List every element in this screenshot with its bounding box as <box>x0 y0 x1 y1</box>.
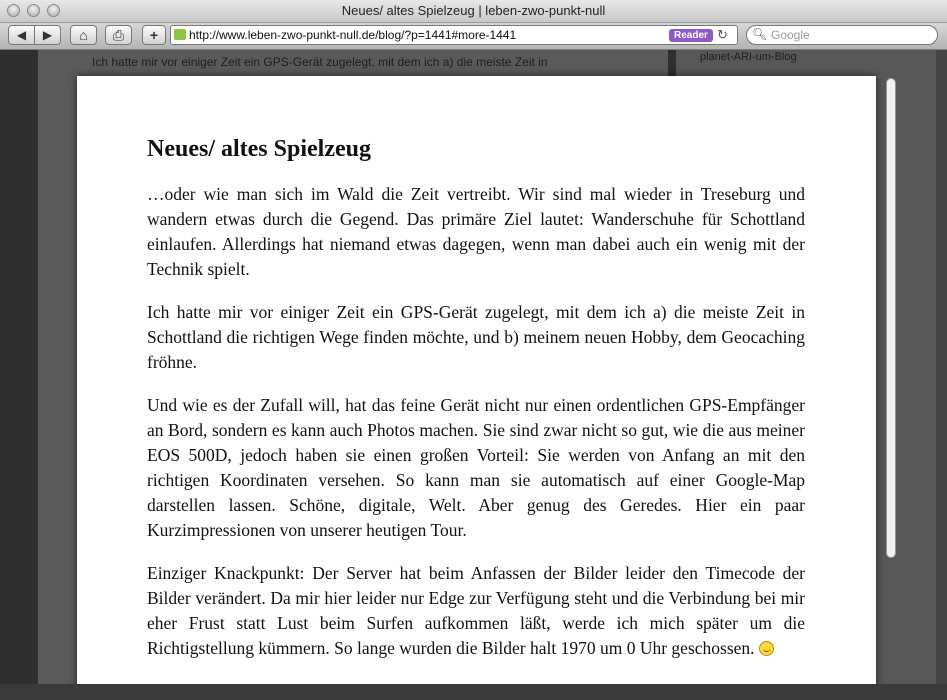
reload-icon[interactable]: ↻ <box>717 27 728 42</box>
search-field[interactable] <box>746 25 938 45</box>
article-paragraph: Ich hatte mir vor einiger Zeit ein GPS-Gerät zugelegt, mit dem ich a) die meiste Zeit in Schottland die richtigen Wege finden möchte, und b) meinem neuen Hobby, dem Geocaching fröhne. <box>147 302 805 372</box>
home-button[interactable]: ⌂ <box>70 25 97 45</box>
article-paragraph: …oder wie man sich im Wald die Zeit vertreibt. Wir sind mal wieder in Treseburg und wandern etwas durch die Gegend. Das primäre Ziel lautet: Wanderschuhe für Schottland einlaufen. Allerdings hat niemand etwas dagegen, wenn man dabei auch ein wenig mit der Technik spielt. <box>147 184 805 279</box>
smiley-icon <box>759 641 774 656</box>
window-title: Neues/ altes Spielzeug | leben-zwo-punkt-null <box>341 3 606 18</box>
bottom-scrollbar[interactable] <box>0 684 947 700</box>
page-scrollbar[interactable] <box>936 50 947 700</box>
site-favicon-icon <box>174 29 186 40</box>
article-paragraph-last <box>147 561 805 661</box>
reader-scrollbar-thumb[interactable] <box>886 78 896 558</box>
add-bookmark-button[interactable]: + <box>142 25 166 45</box>
browser-toolbar <box>0 23 947 50</box>
background-sidebar-text: planet-ARI-um-Blog <box>700 51 797 63</box>
back-button[interactable]: ◀ <box>8 25 35 45</box>
article <box>147 134 805 679</box>
reader-button[interactable]: Reader <box>669 29 713 42</box>
article-paragraph-text: Einziger Knackpunkt: Der Server hat beim Anfassen der Bilder leider den Timecode der Bilder verändert. Da mir hier leider nur Edge zur Verfügung steht und die Verbindung bei mir eher Frust statt Lust beim Surfen aufkommen läßt, werde ich mich später um die Richtigstellung kümmern. So lange wurden die Bilder halt 1970 um 0 Uhr geschossen. <box>147 563 805 658</box>
search-icon: 🔍︎ <box>752 27 768 41</box>
background-page-text: Ich hatte mir vor einiger Zeit ein GPS-Gerät zugelegt, mit dem ich a) die meiste Zeit in <box>92 55 548 69</box>
search-placeholder[interactable]: Google <box>771 28 810 42</box>
forward-button[interactable]: ▶ <box>34 25 61 45</box>
article-title: Neues/ altes Spielzeug <box>147 136 371 162</box>
url-text[interactable]: http://www.leben-zwo-punkt-null.de/blog/?p=1441#more-1441 <box>189 28 517 42</box>
window-titlebar <box>0 0 947 23</box>
article-paragraph: Und wie es der Zufall will, hat das feine Gerät nicht nur einen ordentlichen GPS-Empfänger an Bord, sondern es kann auch Photos machen. Sie sind zwar nicht so gut, wie die aus meiner EOS 500D, jedoch haben sie einen großen Vorteil: Sie werden von Anfang an mit den richtigen Koordinaten versehen. So kann man sie automatisch auf einer Google-Map darstellen lassen. Schöne, digitale, Welt. Aber genug des Geredes. Hier ein paar Kurzimpressionen von unserer heutigen Tour. <box>147 395 805 540</box>
address-bar[interactable] <box>170 25 738 45</box>
reader-view <box>77 76 876 700</box>
print-button[interactable]: ⎙ <box>105 25 132 45</box>
